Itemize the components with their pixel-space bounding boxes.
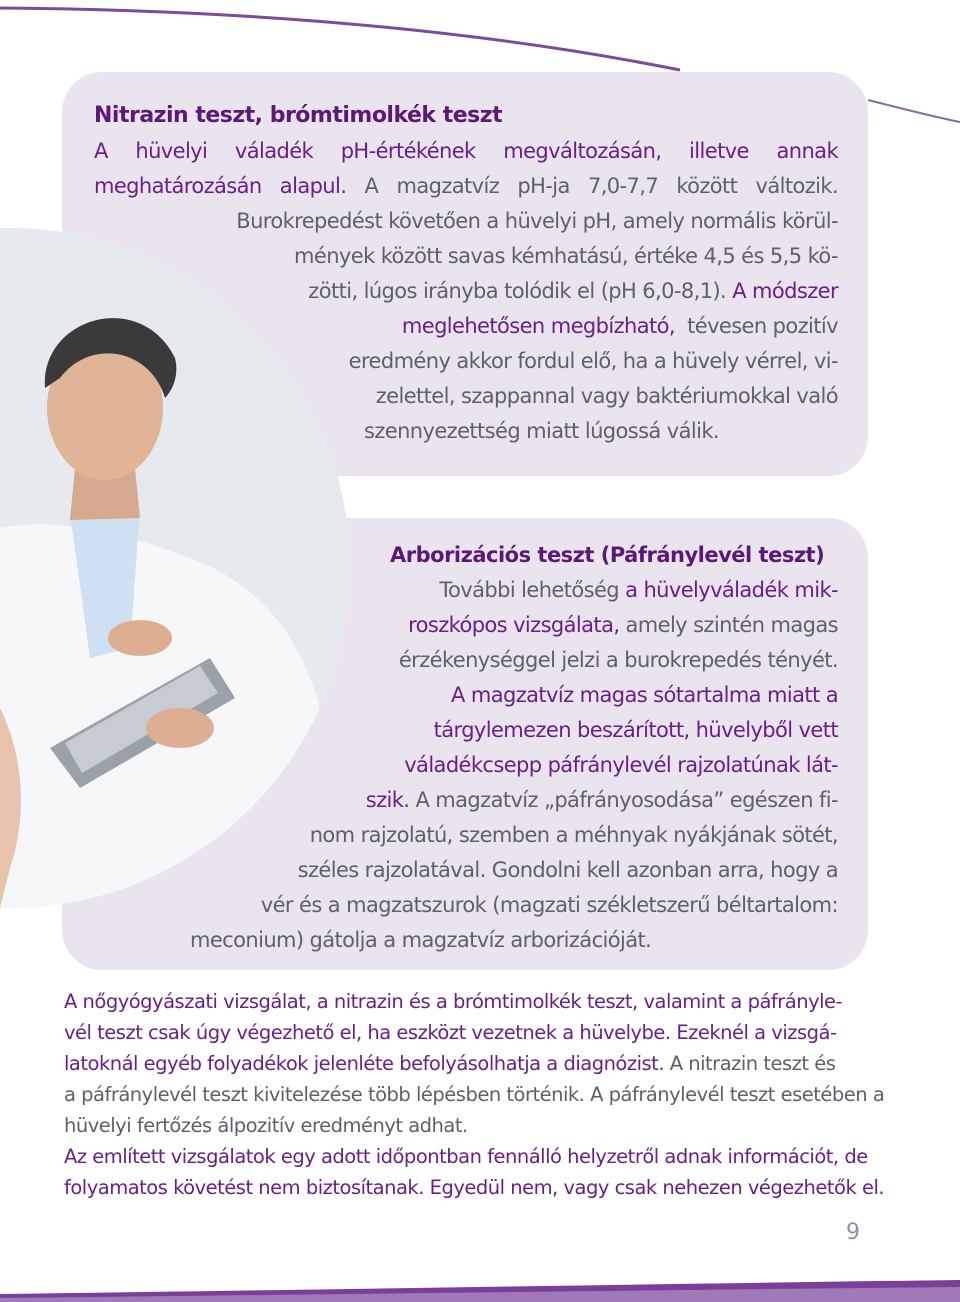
arborization-line-8: nom rajzolatú, szemben a méhnyak nyákjának sötét, <box>309 823 838 847</box>
nitrazin-text: A hüvelyi váladék pH-értékének megváltozásán, illetve annak <box>94 139 838 163</box>
nitrazin-text: A módszer <box>732 279 838 303</box>
arborization-line-7 <box>366 783 838 818</box>
nitrazin-text: meghatározásán alapul. <box>94 174 347 198</box>
nitrazin-line-2 <box>94 169 838 204</box>
nitrazin-line-7: eredmény akkor fordul elő, ha a hüvely vérrel, vi- <box>348 349 838 373</box>
summary-line-7: folyamatos követést nem biztosítanak. Egyedül nem, vagy csak nehezen végezhetők el. <box>64 1176 885 1199</box>
arborization-line-11: meconium) gátolja a magzatvíz arborizációját. <box>190 928 652 952</box>
nitrazin-line-5 <box>308 274 838 309</box>
page-number: 9 <box>846 1220 860 1245</box>
arborization-line-10: vér és a magzatszurok (magzati székletszerű béltartalom: <box>260 893 838 917</box>
arborization-text: roszkópos vizsgálata, <box>408 613 620 637</box>
arborization-line-5: tárgylemezen beszárított, hüvelyből vett <box>433 718 838 742</box>
summary-line-1: A nőgyógyászati vizsgálat, a nitrazin és a brómtimolkék teszt, valamint a páfrányle- <box>64 990 843 1013</box>
arborization-text: amely szintén magas <box>625 613 838 637</box>
nitrazin-line-8: zelettel, szappannal vagy baktériumokkal való <box>375 384 838 408</box>
arborization-line-6: váladékcsepp páfránylevél rajzolatúnak lát- <box>404 753 838 777</box>
summary-line-6: Az említett vizsgálatok egy adott időpontban fennálló helyzetről adnak információt, de <box>64 1145 868 1168</box>
summary-line-5: hüvelyi fertőzés álpozitív eredményt adhat. <box>64 1114 468 1137</box>
arborization-text: a hüvelyváladék mik- <box>625 578 838 602</box>
bottom-decorative-band <box>0 1278 960 1302</box>
summary-line-4: a páfránylevél teszt kivitelezése több lépésben történik. A páfránylevél teszt esetében a <box>64 1083 885 1106</box>
nitrazin-text: zötti, lúgos irányba tolódik el (pH 6,0-8,1). <box>308 279 727 303</box>
nitrazin-line-4: mények között savas kémhatású, értéke 4,5 és 5,5 kö- <box>294 244 838 268</box>
nitrazin-line-6 <box>402 309 838 344</box>
arborization-line-9: széles rajzolatával. Gondolni kell azonban arra, hogy a <box>297 858 838 882</box>
arborization-title: Arborizációs teszt (Páfránylevél teszt) <box>390 543 825 567</box>
nitrazin-text: A magzatvíz pH-ja 7,0-7,7 között változik. <box>364 174 839 198</box>
nitrazin-line-1 <box>94 134 838 169</box>
arborization-line-2 <box>408 608 838 643</box>
summary-text: A nitrazin teszt és <box>669 1052 836 1075</box>
arborization-text: További lehetőség <box>439 578 620 602</box>
summary-text: latoknál egyéb folyadékok jelenléte befolyásolhatja a diagnózist. <box>64 1052 665 1075</box>
arborization-line-4: A magzatvíz magas sótartalma miatt a <box>451 683 838 707</box>
nitrazin-line-3: Burokrepedést követően a hüvelyi pH, amely normális körül- <box>236 209 838 233</box>
arborization-text: A magzatvíz „páfrányosodása” egészen fi- <box>415 788 838 812</box>
nitrazin-title: Nitrazin teszt, brómtimolkék teszt <box>94 103 503 128</box>
nitrazin-text: meglehetősen megbízható, <box>401 314 675 338</box>
arborization-line-3: érzékenységgel jelzi a burokrepedés tényét. <box>398 648 838 672</box>
summary-line-2: vél teszt csak úgy végezhető el, ha eszközt vezetnek a hüvelybe. Ezeknél a vizsgá- <box>64 1021 837 1044</box>
nitrazin-line-9: szennyezettség miatt lúgossá válik. <box>364 419 719 443</box>
arborization-line-1 <box>439 573 838 608</box>
summary-line-3 <box>64 1048 870 1079</box>
arborization-text: szik. <box>365 788 410 812</box>
summary-paragraph <box>64 986 885 1203</box>
nitrazin-text: tévesen pozitív <box>687 314 838 338</box>
